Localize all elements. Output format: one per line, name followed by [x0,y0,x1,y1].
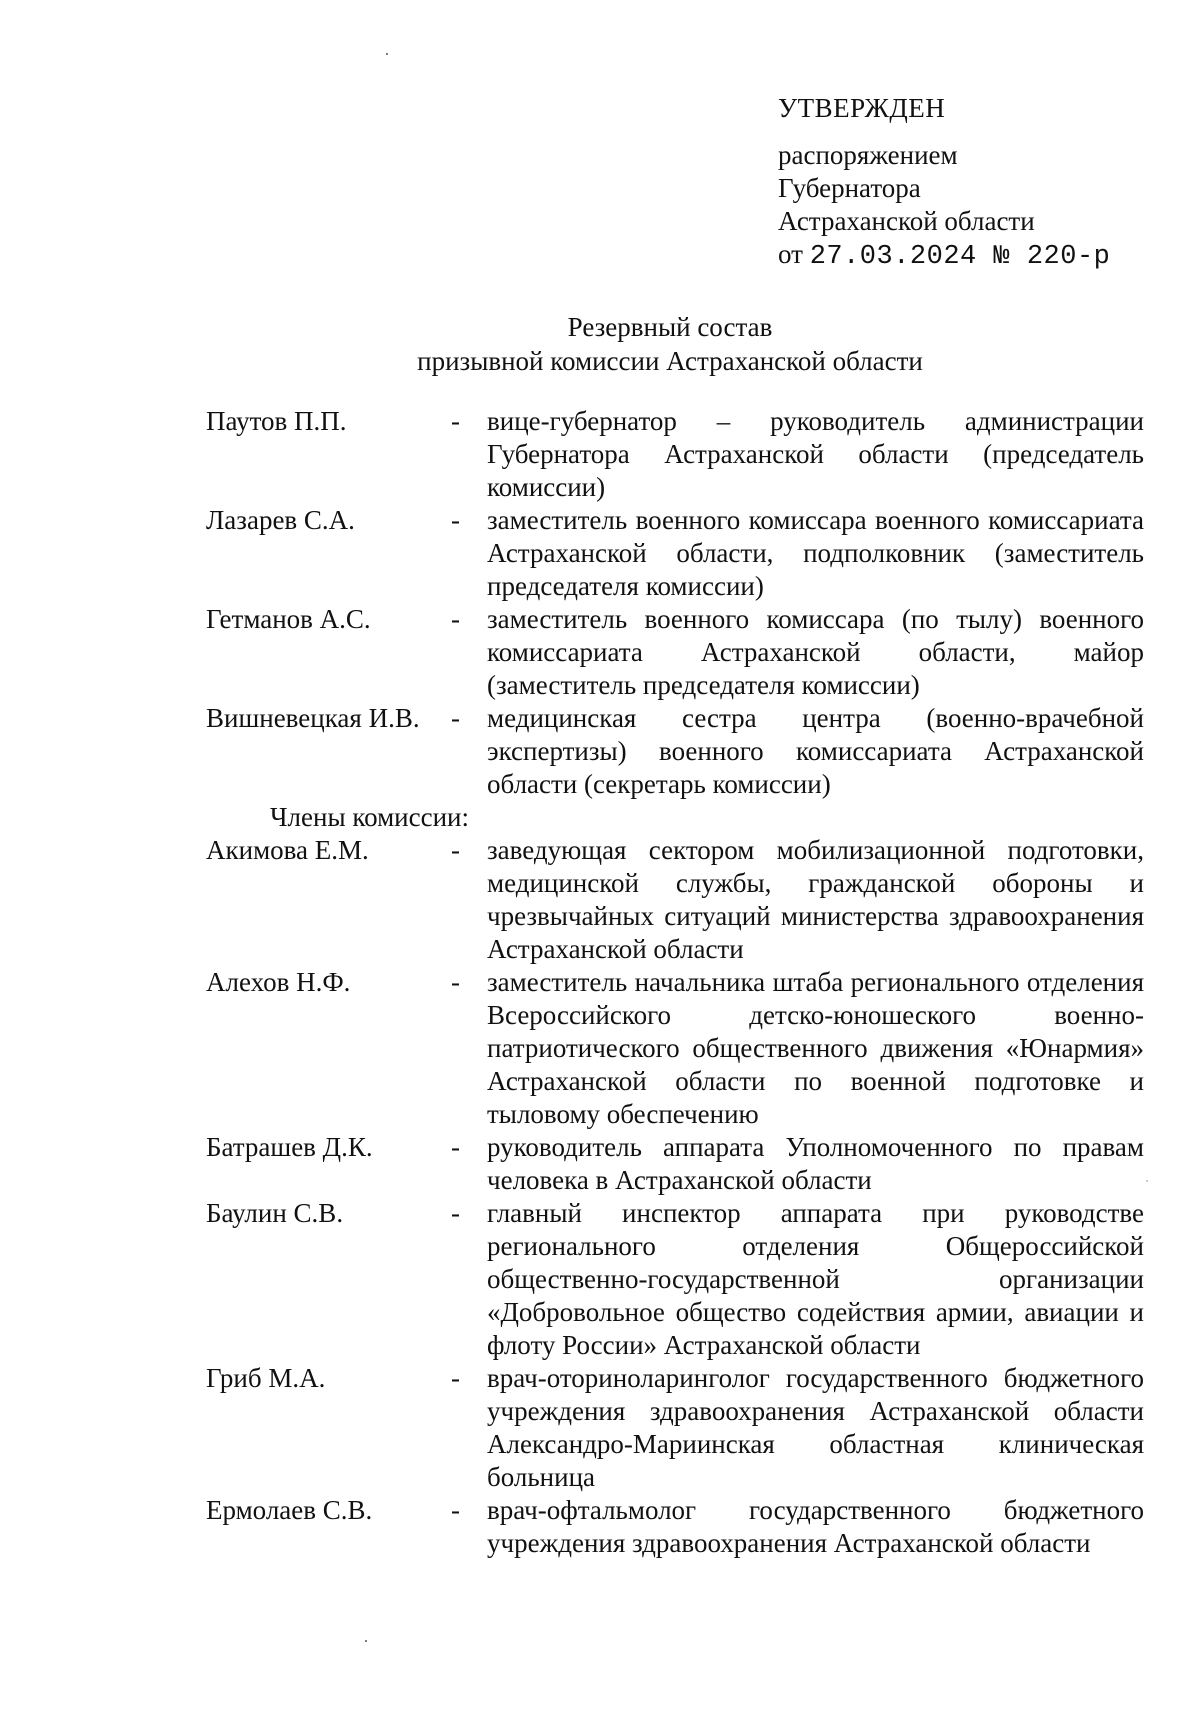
separator-dash: - [451,406,460,436]
approval-date-number: 27.03.2024 № 220-р [809,242,1111,272]
list-item [206,603,1144,702]
separator-dash: - [451,967,460,997]
separator-dash: - [451,1198,460,1228]
person-name: Алехов Н.Ф. [206,967,351,997]
person-name: Акимова Е.М. [206,835,369,865]
list-item [206,1197,1144,1362]
person-name: Батрашев Д.К. [206,1132,373,1162]
separator-dash: - [451,604,460,634]
list-item [206,1362,1144,1494]
list-item [206,504,1144,603]
list-item [206,405,1144,504]
list-item [206,1494,1144,1560]
approval-line-1: распоряжением [778,140,958,170]
person-role: заведующая сектором мобилизационной подготовки, медицинской службы, гражданской обороны и чрезвычайных ситуаций министерства здравоохранения Астраханской области [487,835,1144,964]
person-role: заместитель военного комиссара военного комиссариата Астраханской области, подполковник (заместитель председателя комиссии) [487,505,1144,601]
separator-dash: - [451,1363,460,1393]
person-name: Лазарев С.А. [206,505,355,535]
members-heading: Члены комиссии: [270,802,469,832]
person-name: Гриб М.А. [206,1363,326,1393]
list-item [206,1131,1144,1197]
person-role: заместитель военного комиссара (по тылу) военного комиссариата Астраханской области, майор (заместитель председателя комиссии) [487,604,1144,700]
document-title [0,310,1200,378]
person-name: Паутов П.П. [206,406,347,436]
list-item [206,966,1144,1131]
separator-dash: - [451,835,460,865]
list-item [206,834,1144,966]
person-name: Гетманов А.С. [206,604,371,634]
person-role: врач-офтальмолог государственного бюджетного учреждения здравоохранения Астраханской области [487,1495,1144,1558]
title-line-2: призывной комиссии Астраханской области [417,346,923,376]
commission-list [206,405,1144,1560]
person-role: заместитель начальника штаба регионального отделения Всероссийского детско-юношеского военно-патриотического общественного движения «Юнармия» Астраханской области по военной подготовке и тыловому обеспечению [487,967,1144,1129]
separator-dash: - [451,1132,460,1162]
person-role: главный инспектор аппарата при руководстве регионального отделения Общероссийской общественно-государственной организации «Добровольное общество содействия армии, авиации и флоту России» Астраханской области [487,1198,1144,1360]
approval-date-line [778,238,1110,274]
person-name: Баулин С.В. [206,1198,344,1228]
list-item [206,702,1144,801]
person-role: вице-губернатор – руководитель администрации Губернатора Астраханской области (председатель комиссии) [487,406,1144,502]
person-role: медицинская сестра центра (военно-врачебной экспертизы) военного комиссариата Астраханской области (секретарь комиссии) [487,703,1144,799]
person-name: Вишневецкая И.В. [206,703,420,733]
person-role: врач-оториноларинголог государственного бюджетного учреждения здравоохранения Астраханской области Александро-Мариинская областная клиническая больница [487,1363,1144,1492]
approval-line-3: Астраханской области [778,206,1035,236]
approval-line-2: Губернатора [778,173,921,203]
approval-heading: УТВЕРЖДЕН [778,93,946,123]
separator-dash: - [451,505,460,535]
scan-speck [1146,1180,1148,1182]
approval-date-prefix: от [778,239,803,269]
title-line-1: Резервный состав [567,312,773,342]
approval-block [778,92,1110,274]
person-role: руководитель аппарата Уполномоченного по правам человека в Астраханской области [487,1132,1144,1195]
scan-speck [386,53,388,55]
person-name: Ермолаев С.В. [206,1495,373,1525]
scan-speck [365,1640,367,1642]
separator-dash: - [451,703,460,733]
separator-dash: - [451,1495,460,1525]
